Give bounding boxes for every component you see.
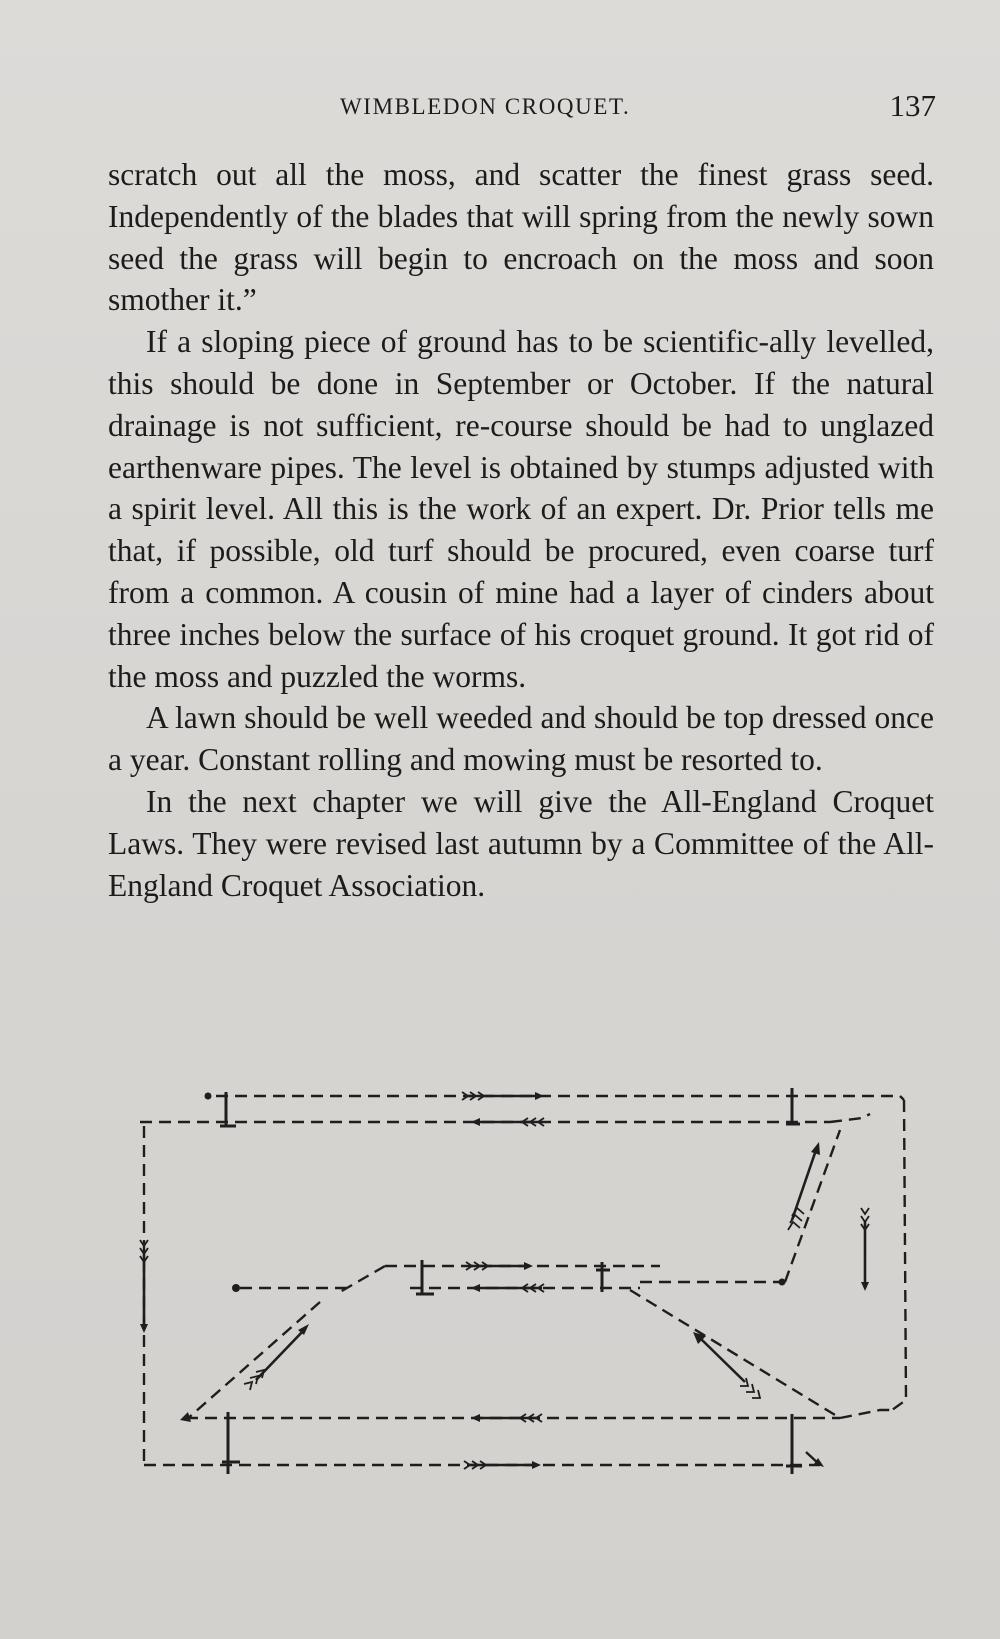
paragraph-next-chapter: In the next chapter we will give the All-England Croquet Laws. They were revised last autumn by a Committee of the All-England Croquet Association. — [108, 783, 934, 903]
turning-peg — [779, 1279, 786, 1286]
hoop-top-right — [786, 1088, 800, 1124]
page-number: 137 — [889, 88, 936, 123]
croquet-course-svg — [140, 1070, 920, 1480]
arrow-bottom-left-corner — [180, 1412, 191, 1422]
arrow-left-side-down — [140, 1240, 148, 1333]
arrow-bottom-left — [471, 1414, 542, 1422]
paragraph-levelling: If a sloping piece of ground has to be scientific-ally levelled, this should be done in September or October. If the natural drainage is not sufficient, re-course should be had to unglazed earthenware pipes. The level is obtained by stumps adjusted with a spirit level. All this is the work of an expert. Dr. Prior tells me that, if possible, old turf should be procured, even coarse turf from a common. A cousin of mine had a layer of cinders about three inches below the surface of his croquet ground. It got rid of the moss and puzzled the worms. — [108, 324, 934, 694]
top-right-corner-lower — [830, 1114, 870, 1122]
hoops — [220, 1088, 802, 1474]
starting-peg — [232, 1284, 240, 1292]
top-peg — [205, 1093, 212, 1100]
arrow-top-right — [462, 1092, 544, 1100]
bottom-right-corner-upper — [840, 1410, 892, 1418]
inner-diagonal-right-up — [785, 1130, 840, 1282]
inner-diagonal-right-long — [630, 1290, 840, 1418]
top-right-corner-upper — [862, 1096, 904, 1100]
inner-diagonal-left-upper — [340, 1266, 385, 1292]
paragraph-weeding: A lawn should be well weeded and should be top dressed once a year. Constant rolling and mowing must be resorted to. — [108, 700, 934, 778]
body-text — [108, 154, 934, 906]
arrow-right-diagonal-down — [693, 1332, 760, 1398]
arrow-right-diagonal-up — [788, 1142, 820, 1230]
running-head-title: WIMBLEDON CROQUET. — [340, 94, 631, 119]
top-route-lines — [140, 1096, 904, 1122]
running-head — [108, 88, 938, 128]
paragraph-continued: scratch out all the moss, and scatter the finest grass seed. Independently of the blades that will spring from the newly sown seed the grass will begin to encroach on the moss and soon smother it.” — [108, 157, 934, 318]
arrow-inner-lower-left — [471, 1284, 544, 1292]
croquet-course-diagram — [140, 1070, 920, 1480]
arrow-top-left — [471, 1118, 544, 1126]
side-route-lines — [144, 1100, 906, 1465]
arrow-inner-upper-right — [466, 1262, 533, 1270]
right-side-line — [892, 1100, 906, 1410]
inner-route-lines — [186, 1130, 840, 1420]
arrow-right-side-down — [861, 1208, 869, 1291]
arrow-bottom-right — [464, 1461, 541, 1469]
hoop-bottom-right — [786, 1414, 802, 1474]
arrow-left-diagonal-up — [244, 1324, 309, 1390]
inner-diagonal-left-long — [186, 1302, 320, 1420]
